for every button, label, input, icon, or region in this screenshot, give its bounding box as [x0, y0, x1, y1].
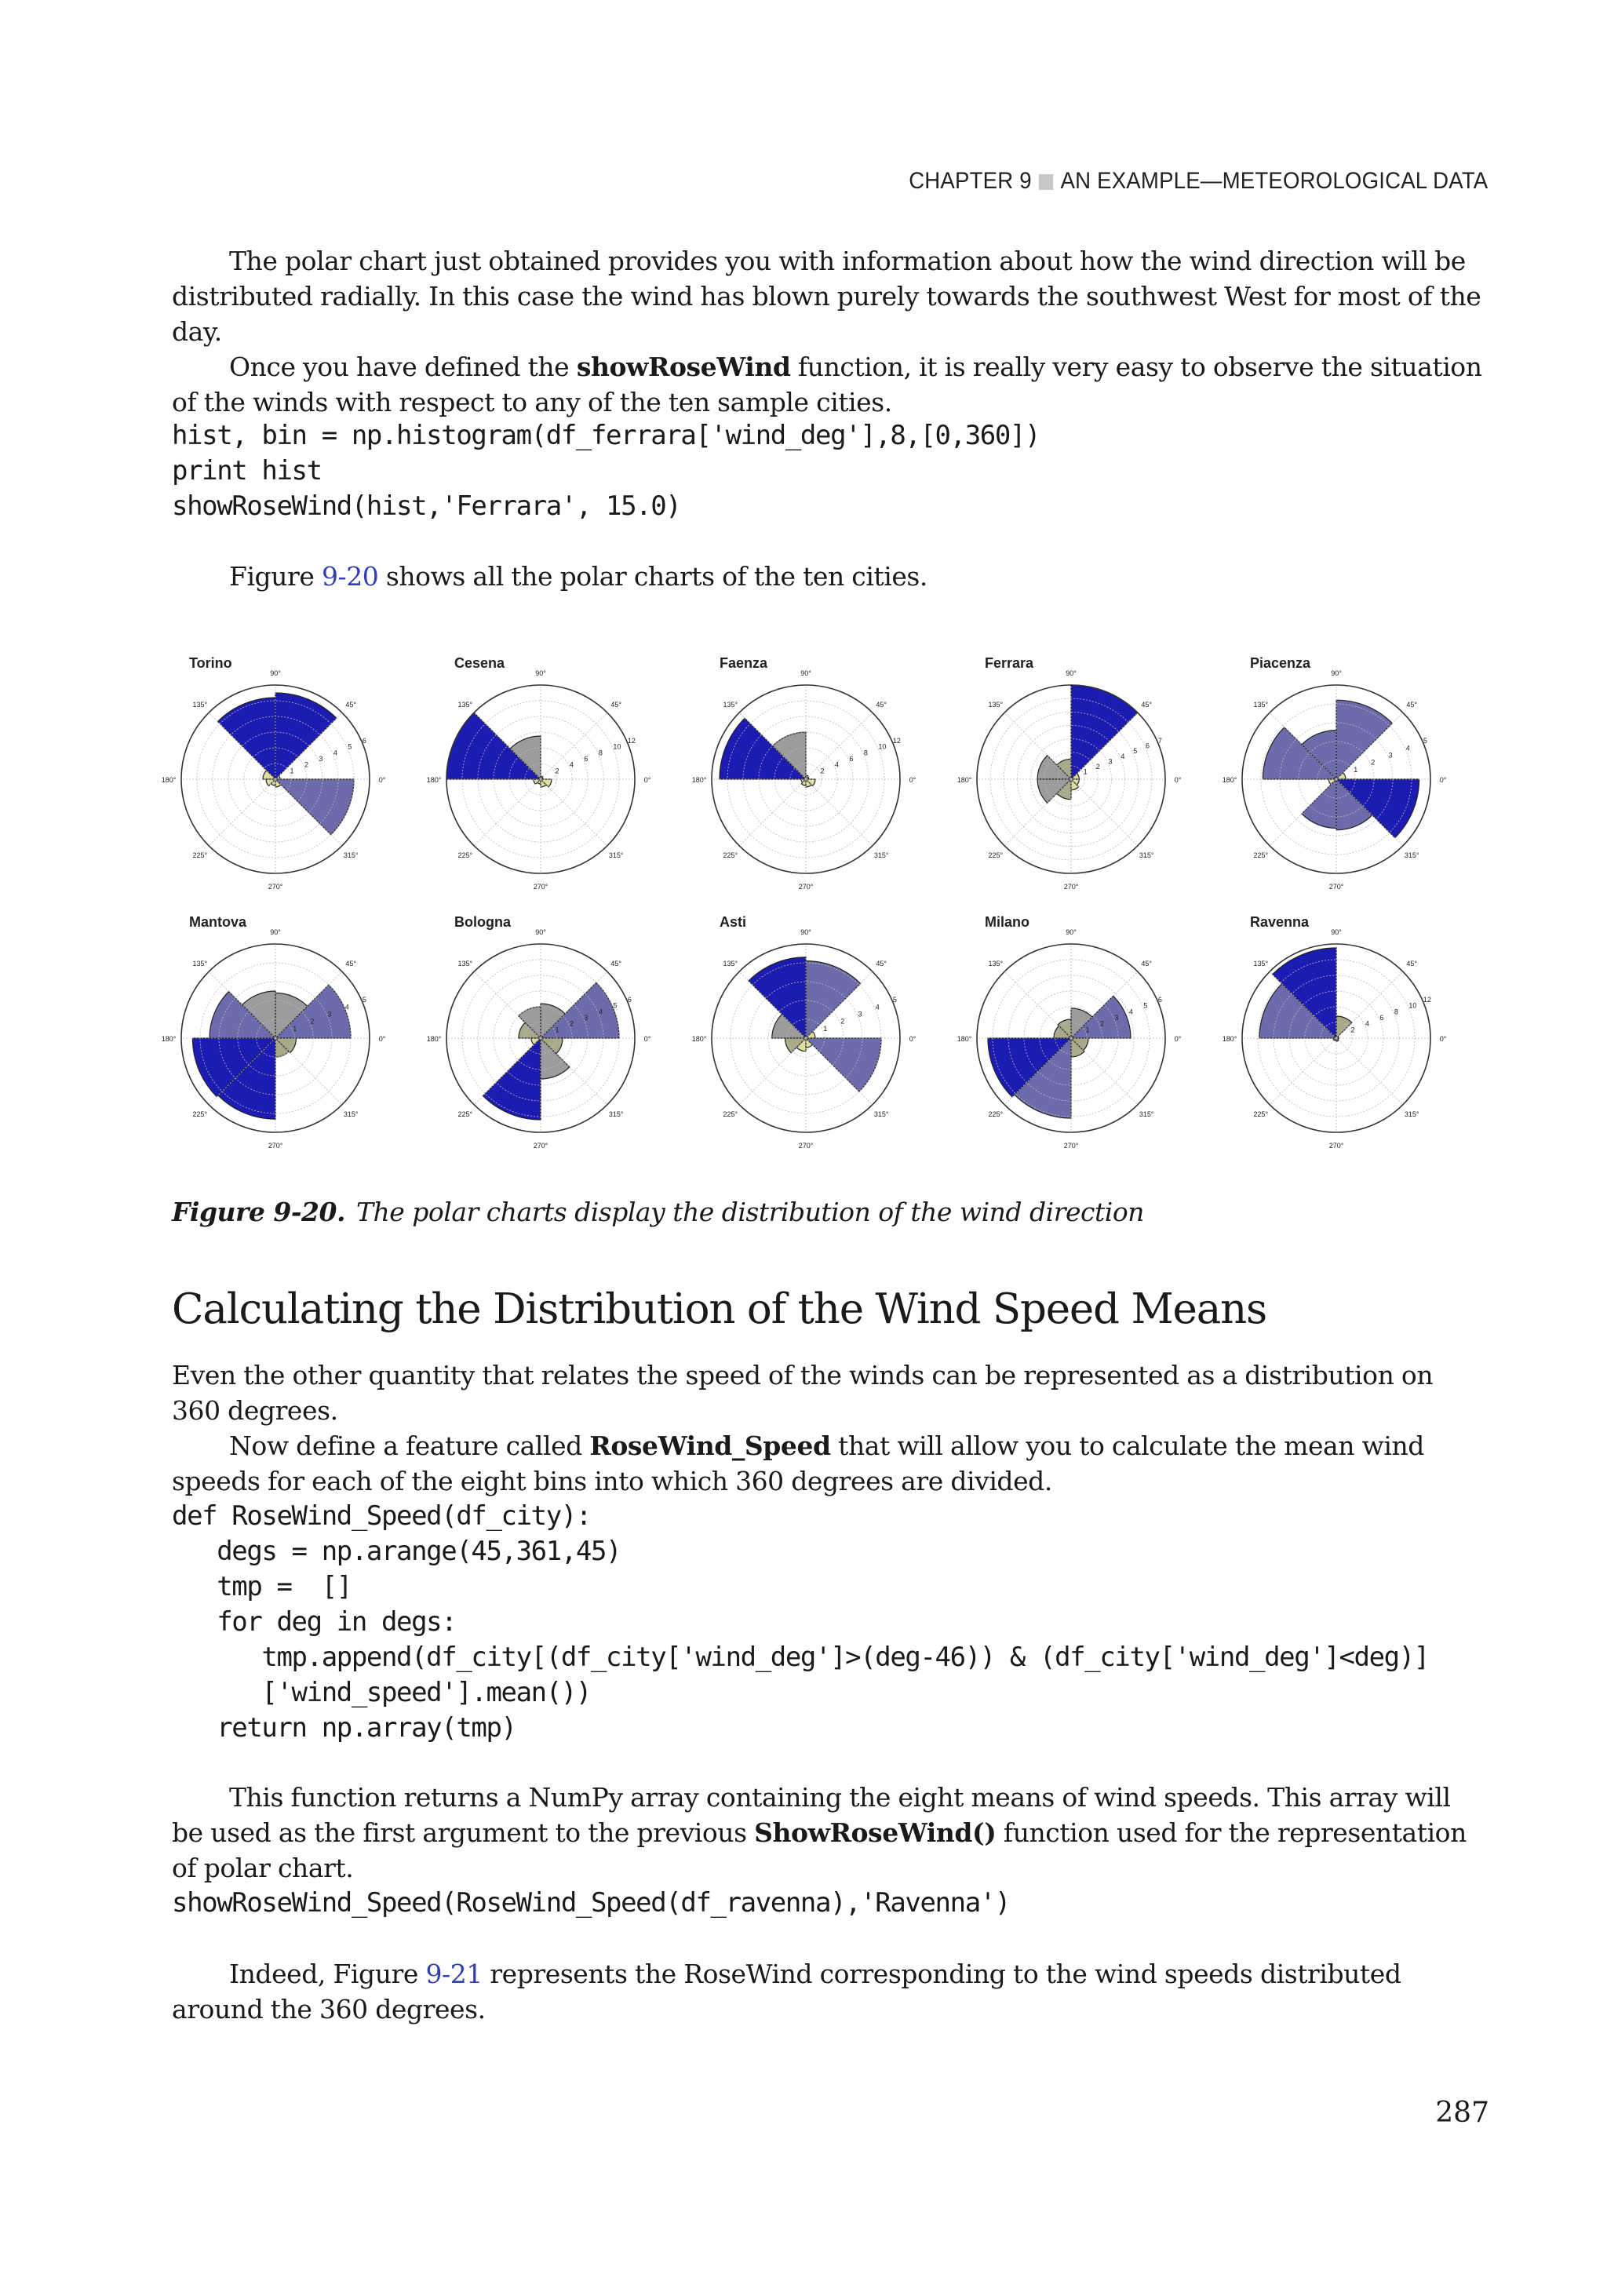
- radial-tick-label: 3: [584, 1014, 589, 1022]
- chart-title: Ravenna: [1250, 914, 1310, 930]
- angle-label: 0°: [643, 1035, 651, 1043]
- radial-tick-label: 5: [1133, 747, 1138, 756]
- grid-spoke: [541, 779, 607, 846]
- angle-label: 315°: [343, 851, 359, 860]
- radial-tick-label: 1: [823, 1024, 828, 1033]
- angle-label: 90°: [1066, 669, 1077, 677]
- radial-tick-label: 12: [1423, 996, 1431, 1004]
- chart-title: Faenza: [720, 655, 768, 671]
- code-block: [172, 1499, 1489, 1746]
- code-block: [172, 1886, 1489, 1921]
- angle-label: 0°: [1174, 776, 1182, 784]
- radial-tick-label: 3: [1108, 757, 1113, 766]
- angle-label: 0°: [1174, 1035, 1182, 1043]
- radial-tick-label: 1: [293, 1024, 297, 1033]
- chart-title: Ferrara: [985, 655, 1034, 671]
- grid-spoke: [806, 779, 873, 846]
- angle-label: 135°: [723, 700, 738, 709]
- paragraph: Even the other quantity that relates the speed of the winds can be represented as a distribution on 360 degrees.: [172, 1360, 1434, 1426]
- paragraph: Figure 9-20 shows all the polar charts of the ten cities.: [229, 561, 927, 592]
- angle-label: 45°: [1141, 700, 1153, 709]
- angle-label: 0°: [909, 776, 916, 784]
- radial-tick-label: 6: [362, 737, 366, 745]
- angle-label: 180°: [957, 776, 972, 784]
- angle-label: 270°: [1328, 883, 1344, 891]
- radial-tick-label: 2: [555, 767, 559, 775]
- radial-tick-label: 3: [1114, 1014, 1119, 1022]
- angle-label: 225°: [457, 1110, 473, 1119]
- angle-label: 45°: [610, 700, 622, 709]
- function-name: showRoseWind: [576, 352, 791, 382]
- polar-charts-grid: [161, 624, 1503, 1173]
- function-name: RoseWind_Speed: [589, 1430, 831, 1461]
- angle-label: 90°: [1331, 928, 1342, 936]
- grid-spoke: [739, 779, 806, 846]
- angle-label: 135°: [1253, 959, 1269, 968]
- section-text: [172, 1956, 1489, 2027]
- radial-tick-label: 1: [1083, 767, 1088, 776]
- polar-chart: [1223, 655, 1447, 891]
- running-head: [909, 168, 1488, 195]
- chart-title: Torino: [189, 655, 232, 671]
- radial-tick-label: 4: [875, 1003, 880, 1011]
- angle-label: 225°: [988, 1110, 1004, 1119]
- angle-label: 225°: [457, 851, 473, 860]
- radial-tick-label: 2: [304, 760, 309, 769]
- radial-tick-label: 6: [1157, 996, 1162, 1004]
- polar-chart: [1223, 914, 1447, 1150]
- radial-tick-label: 8: [863, 749, 868, 757]
- radial-tick-label: 8: [598, 749, 603, 757]
- angle-label: 45°: [876, 700, 887, 709]
- paragraph: This function returns a NumPy array containing the eight means of wind speeds. This array will be used as the first argument to the previous ShowRoseWind() function used for the representation of polar chart.: [172, 1782, 1467, 1883]
- radial-tick-label: 7: [1157, 737, 1162, 745]
- grid-spoke: [209, 779, 275, 846]
- angle-label: 180°: [161, 1035, 177, 1043]
- polar-chart: [427, 914, 651, 1150]
- angle-label: 225°: [723, 851, 738, 860]
- code-block: [172, 418, 1489, 524]
- radial-tick-label: 4: [344, 1003, 349, 1011]
- caption-label: Figure 9-20.: [172, 1197, 345, 1227]
- radial-tick-label: 1: [555, 1026, 559, 1034]
- polar-chart: [957, 655, 1182, 891]
- angle-label: 0°: [909, 1035, 916, 1043]
- angle-label: 135°: [457, 959, 473, 968]
- chart-title: Asti: [720, 914, 747, 930]
- paragraph: Indeed, Figure 9-21 represents the RoseWind corresponding to the wind speeds distributed around the 360 degrees.: [172, 1959, 1401, 2024]
- angle-label: 270°: [533, 883, 548, 891]
- angle-label: 270°: [268, 1142, 283, 1150]
- chart-title: Piacenza: [1250, 655, 1311, 671]
- radial-tick-label: 4: [835, 760, 840, 769]
- radial-tick-label: 4: [570, 760, 574, 769]
- angle-label: 0°: [378, 1035, 386, 1043]
- angle-label: 315°: [873, 1110, 889, 1119]
- angle-label: 90°: [1066, 928, 1077, 936]
- angle-label: 315°: [1139, 851, 1154, 860]
- radial-tick-label: 2: [820, 767, 825, 775]
- angle-label: 270°: [798, 883, 814, 891]
- angle-label: 0°: [1439, 776, 1447, 784]
- radial-tick-label: 10: [1408, 1001, 1417, 1010]
- angle-label: 315°: [608, 851, 624, 860]
- angle-label: 315°: [873, 851, 889, 860]
- angle-label: 135°: [723, 959, 738, 968]
- radial-tick-label: 5: [348, 742, 352, 751]
- angle-label: 225°: [192, 851, 208, 860]
- angle-label: 270°: [1063, 1142, 1079, 1150]
- angle-label: 225°: [988, 851, 1004, 860]
- figure-reference-text: [172, 559, 1489, 594]
- angle-label: 45°: [345, 959, 357, 968]
- separator-square: [1039, 174, 1053, 190]
- angle-label: 270°: [268, 883, 283, 891]
- angle-label: 45°: [1406, 700, 1418, 709]
- angle-label: 90°: [800, 669, 811, 677]
- radial-tick-label: 5: [1143, 1001, 1148, 1010]
- section-heading: Calculating the Distribution of the Wind Speed Means: [172, 1285, 1267, 1333]
- angle-label: 45°: [1406, 959, 1418, 968]
- radial-tick-label: 4: [598, 1008, 603, 1016]
- polar-chart: [427, 655, 651, 891]
- radial-tick-label: 12: [892, 737, 901, 745]
- angle-label: 315°: [343, 1110, 359, 1119]
- radial-tick-label: 3: [319, 755, 323, 763]
- wind-sector: [1336, 700, 1392, 779]
- section-text: [172, 1780, 1489, 1886]
- chart-title: Cesena: [454, 655, 505, 671]
- angle-label: 135°: [988, 959, 1004, 968]
- paragraph: Once you have defined the showRoseWind function, it is really very easy to observe the situation of the winds with respect to any of the ten sample cities.: [172, 352, 1482, 417]
- angle-label: 270°: [1063, 883, 1079, 891]
- figure-9-20: [161, 624, 1503, 1173]
- angle-label: 315°: [608, 1110, 624, 1119]
- angle-label: 90°: [800, 928, 811, 936]
- code-listing: showRoseWind_Speed(RoseWind_Speed(df_ravenna),'Ravenna'): [172, 1887, 1010, 1919]
- radial-tick-label: 10: [613, 742, 621, 751]
- radial-tick-label: 6: [627, 996, 632, 1004]
- radial-tick-label: 5: [1423, 737, 1427, 745]
- paragraph: Now define a feature called RoseWind_Speed that will allow you to calculate the mean wind speeds for each of the eight bins into which 360 degrees are divided.: [172, 1430, 1424, 1496]
- intro-text: [172, 243, 1489, 420]
- angle-label: 45°: [610, 959, 622, 968]
- grid-spoke: [474, 779, 541, 846]
- angle-label: 315°: [1404, 851, 1419, 860]
- caption-text: The polar charts display the distribution of the wind direction: [355, 1197, 1144, 1227]
- radial-tick-label: 3: [858, 1010, 862, 1019]
- radial-tick-label: 8: [1394, 1008, 1398, 1016]
- radial-tick-label: 2: [310, 1017, 315, 1026]
- figure-link[interactable]: 9-20: [321, 561, 379, 592]
- radial-tick-label: 5: [613, 1001, 618, 1010]
- angle-label: 180°: [1222, 776, 1237, 784]
- radial-tick-label: 2: [1095, 762, 1100, 771]
- angle-label: 135°: [192, 700, 208, 709]
- code-listing: def RoseWind_Speed(df_city): degs = np.arange(45,361,45) tmp = [] for deg in degs: tmp.append(df_city[(df_city['wind_deg']>(deg-46)) & (df_city['wind_deg']<deg)] ['wind_speed'].mean()) return np.array(tmp): [172, 1500, 1429, 1744]
- wind-sector: [1336, 1016, 1352, 1038]
- radial-tick-label: 6: [849, 755, 854, 763]
- angle-label: 0°: [643, 776, 651, 784]
- chart-title: Bologna: [454, 914, 511, 930]
- radial-tick-label: 6: [584, 755, 589, 763]
- figure-link[interactable]: 9-21: [425, 1959, 483, 1989]
- angle-label: 90°: [270, 928, 281, 936]
- radial-tick-label: 4: [1405, 744, 1410, 753]
- radial-tick-label: 2: [1371, 758, 1376, 767]
- radial-tick-label: 12: [627, 737, 636, 745]
- angle-label: 225°: [192, 1110, 208, 1119]
- angle-label: 135°: [457, 700, 473, 709]
- angle-label: 270°: [533, 1142, 548, 1150]
- grid-spoke: [806, 712, 873, 779]
- chart-title: Mantova: [189, 914, 247, 930]
- angle-label: 180°: [1222, 1035, 1237, 1043]
- radial-tick-label: 6: [1146, 742, 1150, 750]
- radial-tick-label: 4: [1128, 1008, 1133, 1016]
- figure-caption: [172, 1197, 1144, 1227]
- wind-sector: [275, 779, 354, 835]
- angle-label: 90°: [535, 669, 546, 677]
- angle-label: 225°: [723, 1110, 738, 1119]
- angle-label: 180°: [426, 1035, 442, 1043]
- grid-spoke: [1336, 1038, 1403, 1105]
- radial-tick-label: 4: [1365, 1019, 1370, 1028]
- angle-label: 45°: [876, 959, 887, 968]
- polar-chart: [957, 914, 1182, 1150]
- code-listing: hist, bin = np.histogram(df_ferrara['wind_deg'],8,[0,360]) print hist showRoseWind(hist,'Ferrara', 15.0): [172, 420, 1040, 522]
- section-text: [172, 1358, 1489, 1499]
- angle-label: 45°: [345, 700, 357, 709]
- radial-tick-label: 2: [1100, 1019, 1105, 1028]
- radial-tick-label: 1: [290, 767, 294, 775]
- angle-label: 270°: [798, 1142, 814, 1150]
- chapter-label: CHAPTER 9: [908, 168, 1032, 194]
- grid-spoke: [541, 712, 607, 779]
- angle-label: 180°: [161, 776, 177, 784]
- polar-chart: [692, 914, 916, 1150]
- angle-label: 315°: [1139, 1110, 1154, 1119]
- chapter-title: AN EXAMPLE—METEOROLOGICAL DATA: [1060, 168, 1488, 194]
- radial-tick-label: 4: [333, 749, 337, 757]
- angle-label: 135°: [192, 959, 208, 968]
- radial-tick-label: 3: [1388, 751, 1393, 760]
- radial-tick-label: 2: [1350, 1026, 1355, 1034]
- chart-title: Milano: [985, 914, 1029, 930]
- polar-chart: [692, 655, 916, 891]
- wind-sector: [806, 1038, 881, 1092]
- angle-label: 225°: [1253, 851, 1269, 860]
- radial-tick-label: 6: [1379, 1014, 1384, 1022]
- angle-label: 45°: [1141, 959, 1153, 968]
- grid-spoke: [1071, 779, 1138, 846]
- angle-label: 180°: [957, 1035, 972, 1043]
- angle-label: 90°: [535, 928, 546, 936]
- paragraph: The polar chart just obtained provides you with information about how the wind direction will be distributed radially. In this case the wind has blown purely towards the southwest West for most of the day.: [172, 246, 1481, 347]
- polar-chart: [162, 914, 386, 1150]
- wind-sector: [806, 961, 861, 1038]
- angle-label: 315°: [1404, 1110, 1419, 1119]
- angle-label: 270°: [1328, 1142, 1344, 1150]
- angle-label: 90°: [270, 669, 281, 677]
- radial-tick-label: 3: [327, 1010, 332, 1019]
- radial-tick-label: 10: [878, 742, 887, 751]
- radial-tick-label: 1: [1354, 765, 1358, 774]
- radial-tick-label: 5: [362, 996, 366, 1004]
- angle-label: 135°: [988, 700, 1004, 709]
- radial-tick-label: 1: [1085, 1026, 1090, 1034]
- polar-chart: [162, 655, 386, 891]
- angle-label: 90°: [1331, 669, 1342, 677]
- radial-tick-label: 2: [570, 1019, 574, 1028]
- function-name: ShowRoseWind(): [754, 1817, 997, 1848]
- radial-tick-label: 2: [840, 1017, 845, 1026]
- angle-label: 180°: [691, 776, 707, 784]
- angle-label: 180°: [691, 1035, 707, 1043]
- angle-label: 0°: [1439, 1035, 1447, 1043]
- page-number: 287: [1435, 2097, 1489, 2129]
- angle-label: 225°: [1253, 1110, 1269, 1119]
- angle-label: 180°: [426, 776, 442, 784]
- radial-tick-label: 4: [1121, 752, 1125, 760]
- grid-spoke: [1270, 1038, 1336, 1105]
- angle-label: 0°: [378, 776, 386, 784]
- radial-tick-label: 5: [892, 996, 897, 1004]
- angle-label: 135°: [1253, 700, 1269, 709]
